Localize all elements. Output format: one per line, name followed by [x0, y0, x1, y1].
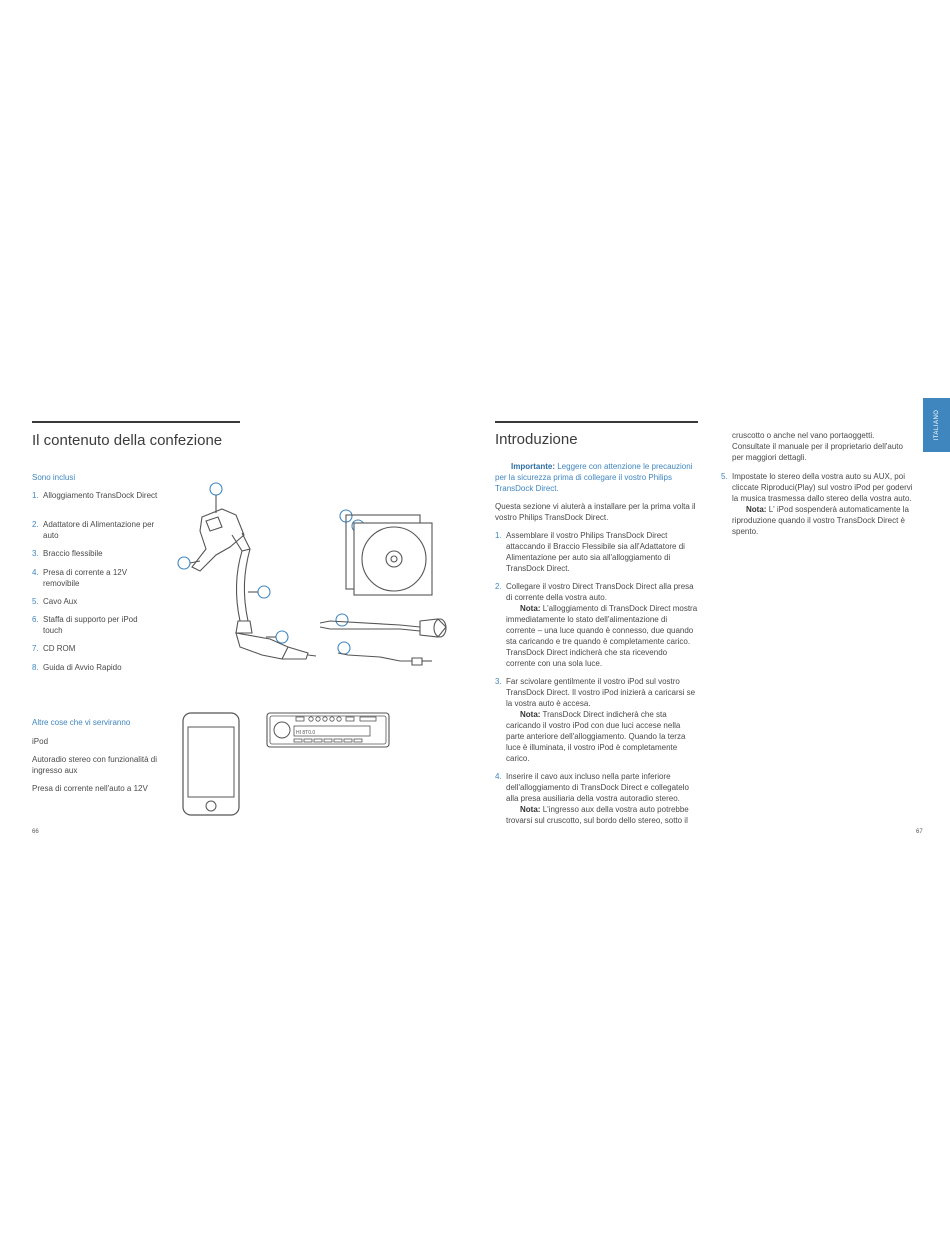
important-notice: [495, 461, 700, 494]
important-label: Importante:: [511, 462, 555, 471]
needed-item: iPod: [32, 737, 49, 746]
step-3-note: Nota: TransDock Direct indicherà che sta caricando il vostro iPod con due luci accese nella parte anteriore dell'alloggiamento. Quando la terza luce è illuminata, il vostro iPod è completamente carico.: [506, 710, 686, 763]
needed-heading: Altre cose che vi serviranno: [32, 718, 131, 727]
package-contents-illustration: [170, 475, 460, 670]
left-title-rule: [32, 421, 240, 423]
step-4-note: Nota: L'ingresso aux della vostra auto potrebbe trovarsi sul cruscotto, sul bordo dello stereo, sotto il: [506, 805, 689, 825]
needed-item: Presa di corrente nell'auto a 12V: [32, 784, 148, 793]
important-text: Leggere con attenzione le precauzioni per la sicurezza prima di collegare il vostro Philips TransDock Direct.: [495, 462, 693, 493]
radio-display-text: HI 8T0.0: [296, 730, 316, 736]
left-page-number: 66: [32, 829, 39, 835]
step-5-note: Nota: L' iPod sospenderà automaticamente la riproduzione quando il vostro TransDock Direct è spento.: [732, 505, 909, 536]
step-2-note: Nota: L'alloggiamento di TransDock Direct mostra immediatamente lo stato dell'alimentazione di corrente – una luce quando è connesso, due quando sta caricando e tre quando è completamente carico. TransDock Direct indicherà che sta ricevendo corrente con una sola luce.: [506, 604, 698, 668]
ipod-illustration: [182, 712, 240, 816]
right-title-rule: [495, 421, 698, 423]
right-page-number: 67: [916, 829, 923, 835]
language-tab: [923, 398, 950, 452]
needed-item: Autoradio stereo con funzionalità di ingresso aux: [32, 755, 157, 775]
continued-text: cruscotto o anche nel vano portaoggetti. Consultate il manuale per il proprietario dell'auto per maggiori dettagli.: [732, 431, 903, 462]
left-page-title: Il contenuto della confezione: [32, 432, 223, 449]
right-page-title: Introduzione: [495, 431, 578, 448]
intro-text: Questa sezione vi aiuterà a installare per la prima volta il vostro Philips TransDock Direct.: [495, 502, 696, 522]
included-list: 1. Alloggiamento TransDock Direct 2. Adattatore di Alimentazione per auto 3. Braccio flessibile 4. Presa di corrente a 12V removibile 5. Cavo Aux 6. Staffa di supporto per iPod touch 7. CD ROM 8. Guida di Avvio Rapido: [32, 491, 158, 672]
language-tab-label: ITALIANO: [933, 409, 940, 441]
car-stereo-illustration: [266, 712, 390, 748]
included-heading: Sono inclusi: [32, 473, 76, 482]
